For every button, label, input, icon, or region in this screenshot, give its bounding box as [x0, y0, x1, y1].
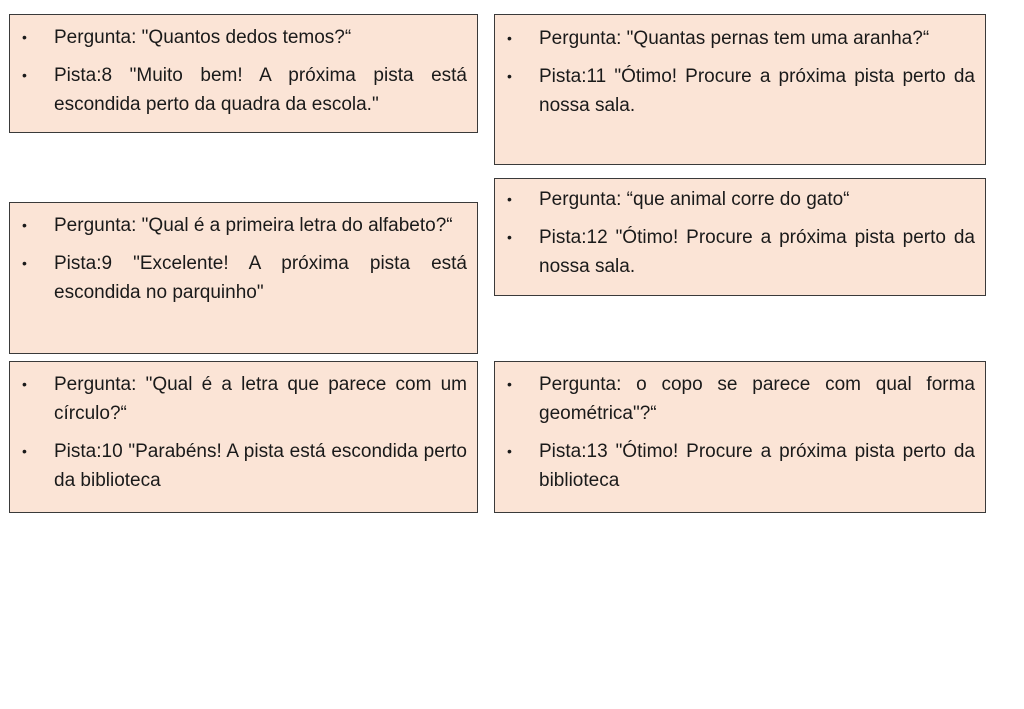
- clue-card-2: [494, 14, 986, 165]
- question-text: Pergunta: "Qual é a primeira letra do alfabeto?“: [54, 215, 453, 236]
- question-item: [10, 211, 477, 240]
- question-item: [10, 23, 477, 52]
- clue-text: Pista:11 "Ótimo! Procure a próxima pista perto da nossa sala.: [539, 66, 975, 116]
- question-text: Pergunta: “que animal corre do gato“: [539, 189, 850, 210]
- bullet-icon: •: [22, 29, 27, 45]
- question-item: [10, 370, 477, 428]
- clue-item: [10, 249, 477, 307]
- bullet-icon: •: [22, 255, 27, 271]
- clue-text: Pista:12 "Ótimo! Procure a próxima pista perto da nossa sala.: [539, 227, 975, 277]
- question-text: Pergunta: o copo se parece com qual forma geométrica"?“: [539, 374, 975, 424]
- clue-item: [10, 61, 477, 119]
- bullet-icon: •: [22, 376, 27, 392]
- bullet-icon: •: [507, 443, 512, 459]
- clue-item: [495, 223, 985, 281]
- bullet-icon: •: [22, 217, 27, 233]
- clue-card-3: [9, 202, 478, 354]
- clue-item: [495, 62, 985, 120]
- bullet-icon: •: [22, 67, 27, 83]
- clue-card-5: [9, 361, 478, 513]
- clue-item: [495, 437, 985, 495]
- bullet-icon: •: [507, 229, 512, 245]
- question-text: Pergunta: "Qual é a letra que parece com um círculo?“: [54, 374, 467, 424]
- bullet-icon: •: [507, 191, 512, 207]
- clue-text: Pista:13 "Ótimo! Procure a próxima pista perto da biblioteca: [539, 441, 975, 491]
- clue-card-1: [9, 14, 478, 133]
- bullet-icon: •: [507, 68, 512, 84]
- clue-text: Pista:10 "Parabéns! A pista está escondida perto da biblioteca: [54, 441, 467, 491]
- clue-text: Pista:8 "Muito bem! A próxima pista está escondida perto da quadra da escola.": [54, 65, 467, 115]
- bullet-icon: •: [507, 30, 512, 46]
- bullet-icon: •: [22, 443, 27, 459]
- clue-card-6: [494, 361, 986, 513]
- question-item: [495, 370, 985, 428]
- question-text: Pergunta: "Quantos dedos temos?“: [54, 27, 352, 48]
- bullet-icon: •: [507, 376, 512, 392]
- clue-item: [10, 437, 477, 495]
- question-item: [495, 185, 985, 214]
- question-text: Pergunta: "Quantas pernas tem uma aranha?“: [539, 28, 930, 49]
- clue-text: Pista:9 "Excelente! A próxima pista está escondida no parquinho": [54, 253, 467, 303]
- question-item: [495, 24, 985, 53]
- clue-card-4: [494, 178, 986, 296]
